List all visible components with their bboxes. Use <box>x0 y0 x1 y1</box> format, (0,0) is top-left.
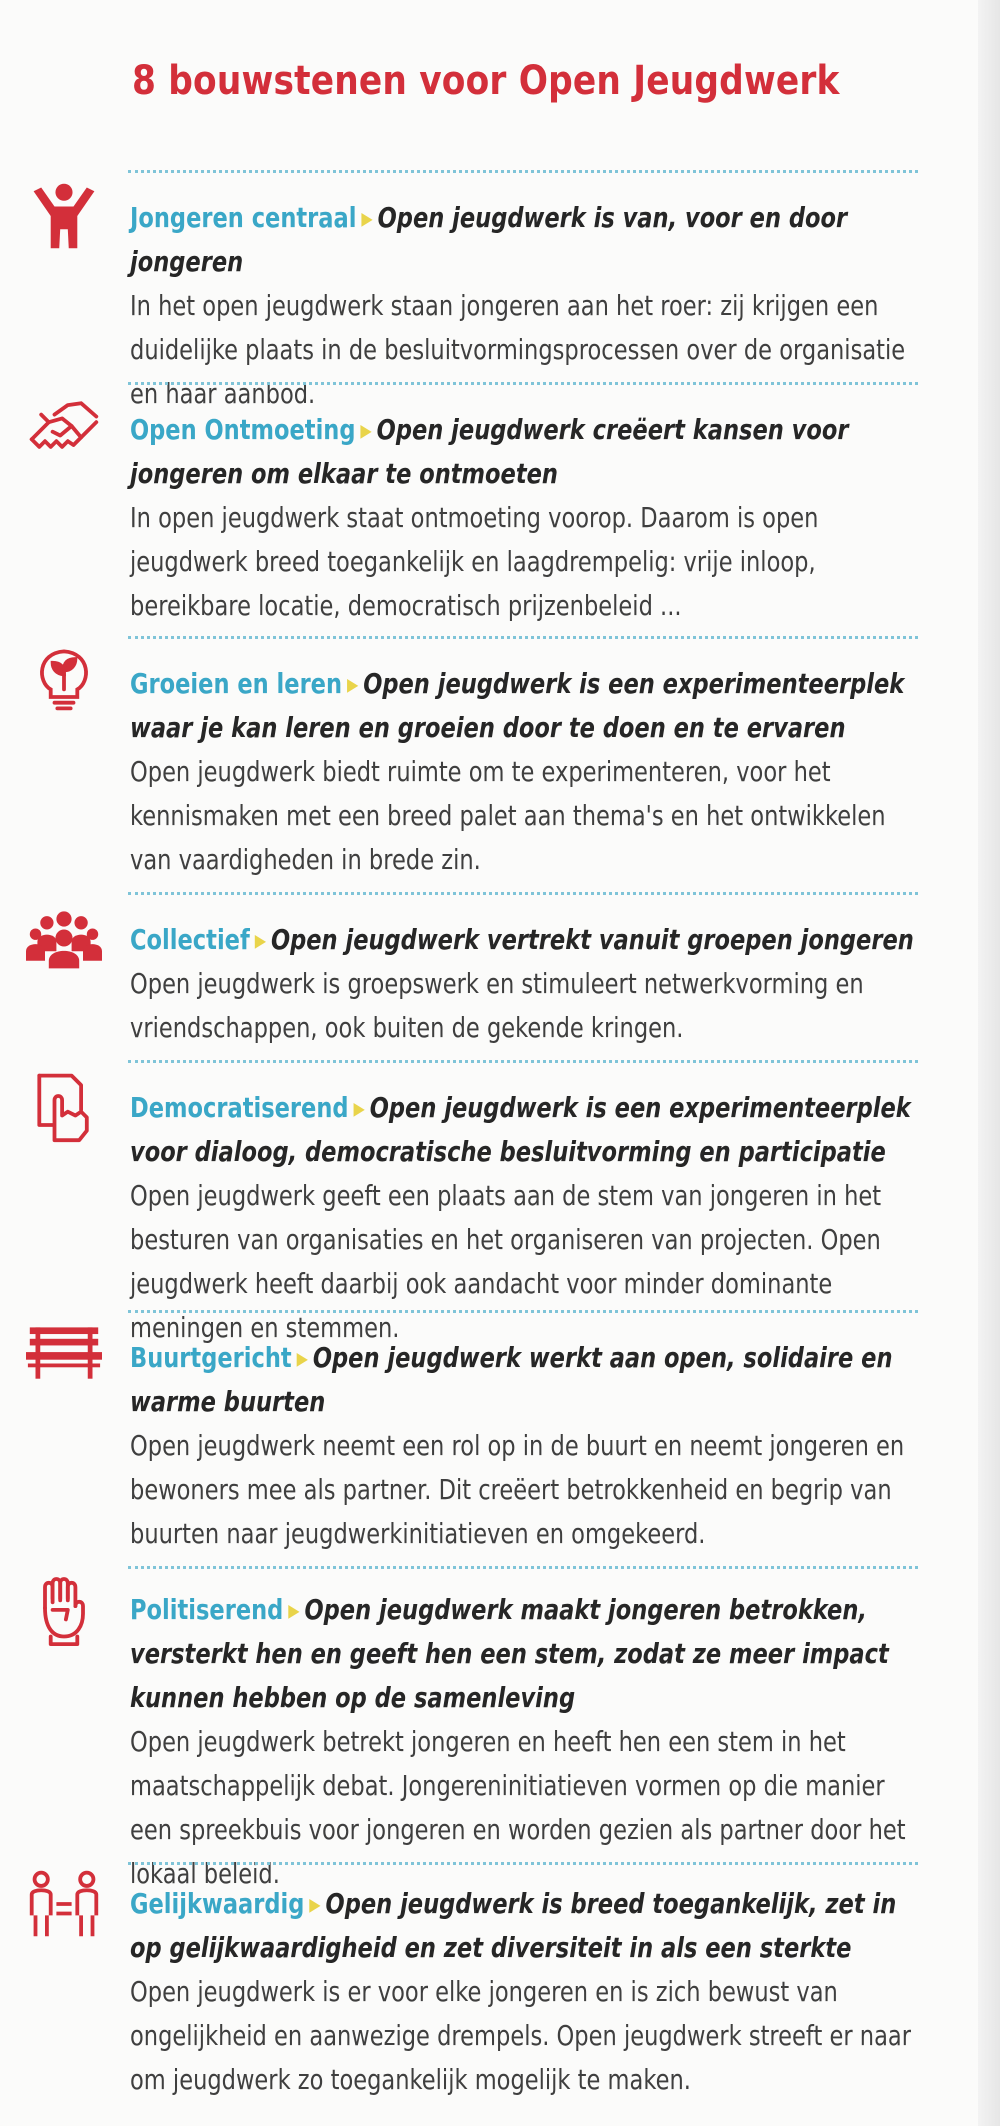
block-body: Open jeugdwerk is groepswerk en stimuleert netwerkvorming en vriendschappen, ook buiten de gekende kringen. <box>130 968 864 1044</box>
divider <box>128 382 918 385</box>
separator-icon: ▸ <box>309 1888 321 1920</box>
block-body: Open jeugdwerk betrekt jongeren en heeft hen een stem in het maatschappelijk debat. Jongereninitiatieven vormen op die manier een spreekbuis voor jongeren en worden gezien als partner door het lokaal beleid. <box>130 1726 906 1890</box>
block-body: Open jeugdwerk is er voor elke jongeren en is zich bewust van ongelijkheid en aanwezige drempels. Open jeugdwerk streeft er naar om jeugdwerk zo toegankelijk mogelijk te maken. <box>130 1976 911 2096</box>
block-motto: Open jeugdwerk werkt aan open, solidaire en warme buurten <box>130 1342 893 1418</box>
divider <box>128 1566 918 1569</box>
separator-icon: ▸ <box>296 1342 308 1374</box>
block-motto: Open jeugdwerk maakt jongeren betrokken, versterkt hen en geeft hen een stem, zodat ze meer impact kunnen hebben op de samenleving <box>130 1594 889 1714</box>
divider <box>128 170 918 173</box>
block-buurtgericht <box>130 1336 934 1556</box>
block-collectief <box>130 918 934 1050</box>
block-name: Democratiserend <box>130 1092 349 1124</box>
block-name: Collectief <box>130 924 250 956</box>
block-motto: Open jeugdwerk creëert kansen voor jongeren om elkaar te ontmoeten <box>130 414 849 490</box>
bench-icon <box>26 1316 102 1392</box>
divider <box>128 892 918 895</box>
block-motto: Open jeugdwerk vertrekt vanuit groepen jongeren <box>270 924 914 956</box>
block-motto: Open jeugdwerk is een experimenteerplek voor dialoog, democratische besluitvorming en participatie <box>130 1092 911 1168</box>
separator-icon: ▸ <box>254 924 267 956</box>
hand-ballot-icon <box>26 1068 102 1144</box>
separator-icon: ▸ <box>360 414 372 446</box>
block-gelijkwaardig <box>130 1882 934 2102</box>
block-body: In het open jeugdwerk staan jongeren aan het roer: zij krijgen een duidelijke plaats in de besluitvormingsprocessen over de organisatie en haar aanbod. <box>130 290 906 410</box>
divider <box>128 1862 918 1865</box>
block-motto: Open jeugdwerk is breed toegankelijk, zet in op gelijkwaardigheid en zet diversiteit in als een sterkte <box>130 1888 897 1964</box>
block-motto: Open jeugdwerk is van, voor en door jongeren <box>130 202 848 278</box>
divider <box>128 636 918 639</box>
block-open-ontmoeting <box>130 408 934 628</box>
block-motto: Open jeugdwerk is een experimenteerplek waar je kan leren en groeien door te doen en te ervaren <box>130 668 905 744</box>
separator-icon: ▸ <box>361 202 373 234</box>
block-name: Politiserend <box>130 1594 284 1626</box>
group-people-icon <box>26 900 102 976</box>
divider <box>128 1310 918 1313</box>
page-edge <box>978 0 1000 2126</box>
separator-icon: ▸ <box>346 668 359 700</box>
lightbulb-sprout-icon <box>26 640 102 716</box>
handshake-icon <box>26 388 102 464</box>
equal-people-icon <box>26 1866 102 1942</box>
block-name: Groeien en leren <box>130 668 343 700</box>
block-body: Open jeugdwerk geeft een plaats aan de stem van jongeren in het besturen van organisaties en het organiseren van projecten. Open jeugdwerk heeft daarbij ook aandacht voor minder dominante meningen en stemmen. <box>130 1180 882 1344</box>
person-raised-arms-icon <box>26 178 102 254</box>
page-title: 8 bouwstenen voor Open Jeugdwerk <box>132 58 840 104</box>
separator-icon: ▸ <box>288 1594 300 1626</box>
block-body: Open jeugdwerk biedt ruimte om te experimenteren, voor het kennismaken met een breed palet aan thema's en het ontwikkelen van vaardigheden in brede zin. <box>130 756 886 876</box>
block-name: Jongeren centraal <box>130 202 357 234</box>
block-name: Open Ontmoeting <box>130 414 356 446</box>
block-groeien-en-leren <box>130 662 934 882</box>
block-body: Open jeugdwerk neemt een rol op in de buurt en neemt jongeren en bewoners mee als partner. Dit creëert betrokkenheid en begrip van buurten naar jeugdwerkinitiatieven en omgekeerd. <box>130 1430 905 1550</box>
block-name: Gelijkwaardig <box>130 1888 305 1920</box>
block-politiserend <box>130 1588 934 1896</box>
block-body: In open jeugdwerk staat ontmoeting voorop. Daarom is open jeugdwerk breed toegankelijk en laagdrempelig: vrije inloop, bereikbare locatie, democratisch prijzenbeleid ... <box>130 502 819 622</box>
block-name: Buurtgericht <box>130 1342 292 1374</box>
divider <box>128 1060 918 1063</box>
raised-fist-icon <box>26 1570 102 1646</box>
separator-icon: ▸ <box>353 1092 365 1124</box>
